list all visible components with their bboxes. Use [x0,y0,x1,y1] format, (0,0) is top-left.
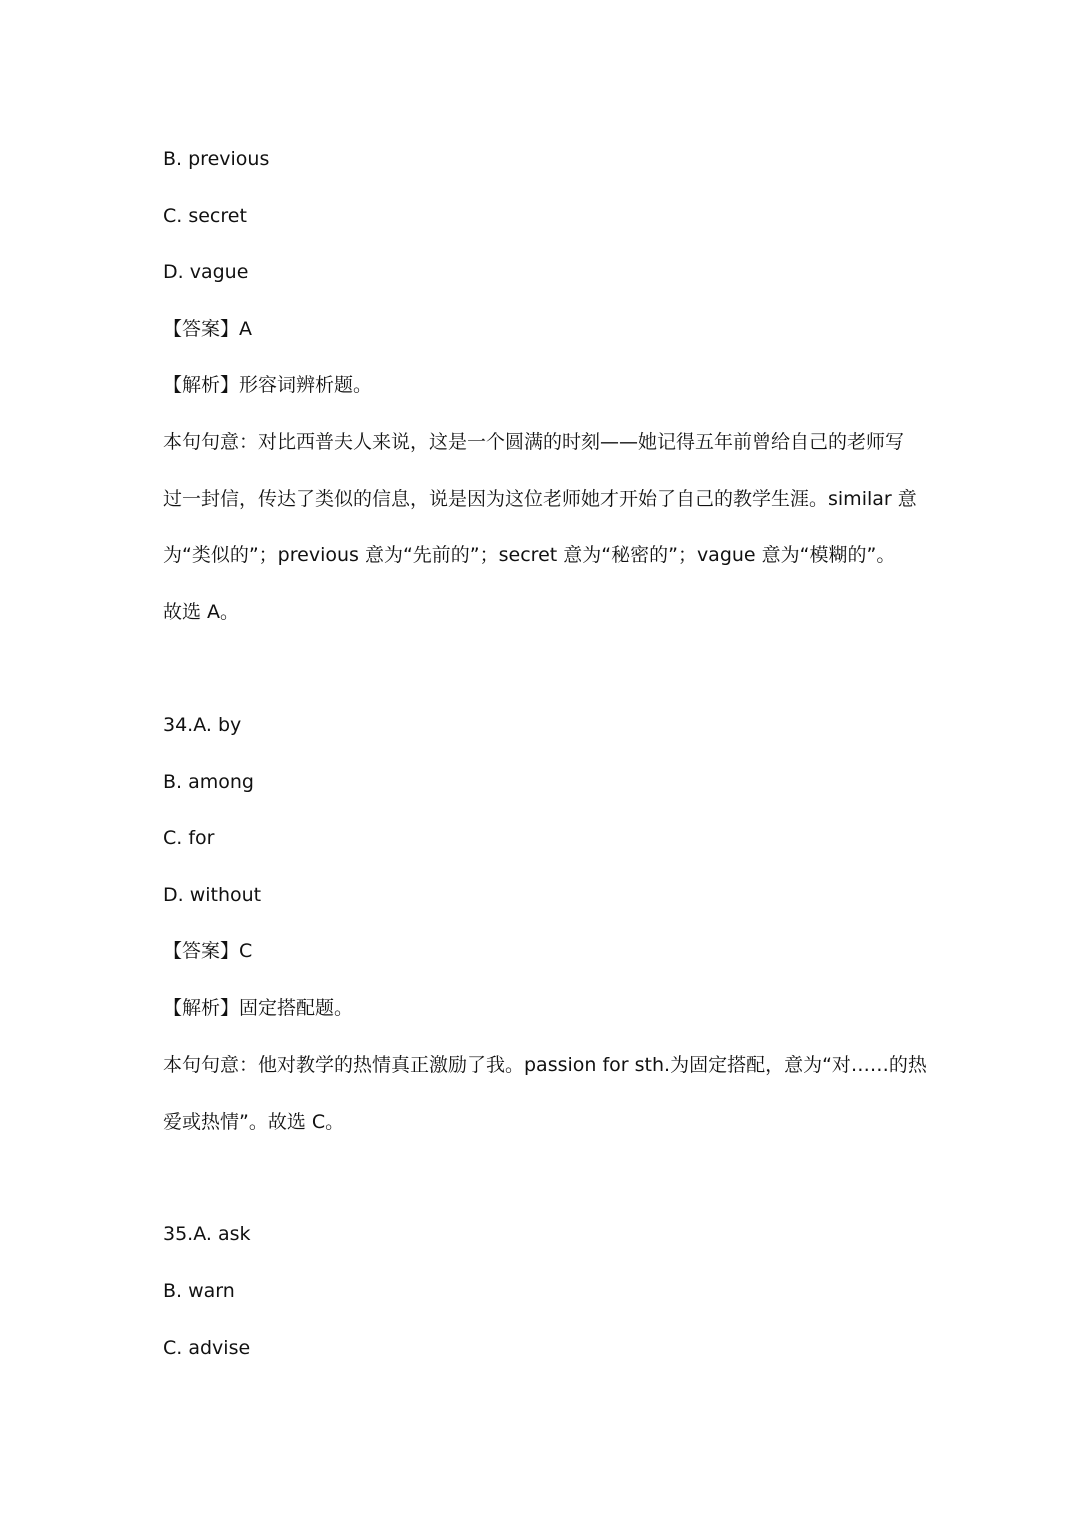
q34-option-d: D. without [163,884,262,906]
q34-answer: 【答案】C [163,940,253,962]
q33-explanation-line-4: 故选 A。 [163,601,240,623]
q35-option-a: 35.A. ask [163,1223,251,1245]
q33-explanation-line-2: 过一封信，传达了类似的信息，说是因为这位老师她才开始了自己的教学生涯。similar 意 [163,488,917,510]
q33-explanation-line-1: 本句句意：对比西普夫人来说，这是一个圆满的时刻——她记得五年前曾给自己的老师写 [163,431,905,453]
q34-explanation-line-2: 爱或热情”。故选 C。 [163,1111,345,1133]
q34-explanation-line-1: 本句句意：他对教学的热情真正激励了我。passion for sth.为固定搭配，意为“对……的热 [163,1054,927,1076]
q33-option-c: C. secret [163,205,247,227]
q35-option-b: B. warn [163,1280,235,1302]
q34-option-c: C. for [163,827,215,849]
q33-explanation-line-3: 为“类似的”；previous 意为“先前的”；secret 意为“秘密的”；vague 意为“模糊的”。 [163,544,896,566]
q35-option-c: C. advise [163,1337,251,1359]
q33-option-d: D. vague [163,261,249,283]
q33-option-b: B. previous [163,148,270,170]
q34-option-b: B. among [163,771,254,793]
q34-option-a: 34.A. by [163,714,242,736]
q33-analysis-title: 【解析】形容词辨析题。 [163,374,373,396]
q33-answer: 【答案】A [163,318,252,340]
q34-analysis-title: 【解析】固定搭配题。 [163,997,354,1019]
